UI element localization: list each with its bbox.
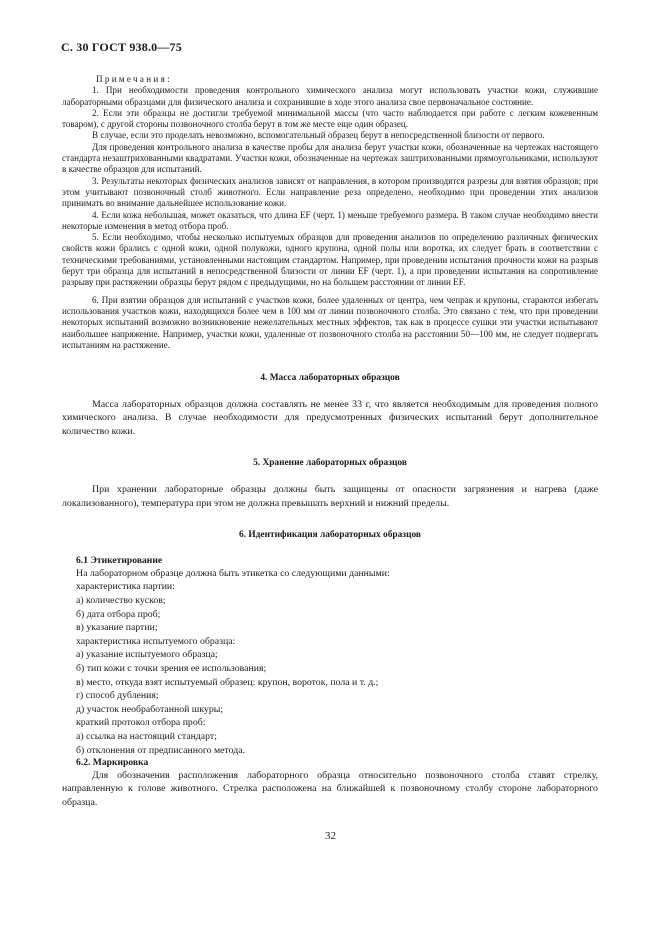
list-item: б) дата отбора проб; <box>76 608 161 620</box>
note-3: 3. Результаты некоторых физических анализов зависят от направления, в котором производятся разрезы для взятия образцов; при этом учитывают позвоночный столб животного. Если направление реза определено, необходимо при проведении этих анализов принимать во внимание дальнейшее использование кожи. <box>62 175 598 209</box>
note-5: 5. Если необходимо, чтобы несколько испытуемых образцов для проведения анализов по определению различных физических свойств кожи брались с одной кожи, одной полукожи, одного крупона, одной полы или воротка, их следует брать в соответствии с техническими требованиями, установленными настоящим стандартом. Например, при проведении испытания прочности кожи на разрыв берут три образца для испытаний в непосредственной близости от линии EF (черт. 1), а при проведении испытания на сопротивление разрыву при растяжении образцы берут рядом с предыдущими, но на большем расстоянии от линии EF. <box>62 232 598 288</box>
page-number: 32 <box>325 830 336 842</box>
notes-title: Примечания: <box>96 74 172 84</box>
list-item: в) место, откуда взят испытуемый образец: крупон, вороток, пола и т. д.; <box>76 676 379 688</box>
document-body <box>62 74 598 809</box>
section-5-body <box>62 483 598 510</box>
section-5-title: 5. Хранение лабораторных образцов <box>253 458 407 469</box>
section-4-text: Масса лабораторных образцов должна составлять не менее 33 г, что является необходимым для проведения полного химического анализа. В случае необходимости для предусмотренных физических испытаний берут дополнительное количество кожи. <box>62 399 598 437</box>
list-item: в) указание партии; <box>76 622 158 634</box>
subsection-6-1-title: 6.1 Этикетирование <box>76 554 163 566</box>
section-4-title: 4. Масса лабораторных образцов <box>260 373 400 384</box>
list-item: характеристика партии: <box>76 581 175 593</box>
list-item: характеристика испытуемого образца: <box>76 635 236 647</box>
note-2: 2. Если эти образцы не достигли требуемой минимальной массы (что часто наблюдается при работе с легким кожевенным товаром), с другой стороны позвоночного столба берут в том же месте еще один образец. <box>62 107 598 130</box>
section-6-title: 6. Идентификация лабораторных образцов <box>239 529 421 540</box>
section-6-2-text: Для обозначения расположения лабораторного образца относительно позвоночного столба ставят стрелку, направленную к голове животного. Стрелка расположена на ближайшей к позвоночному столбу стороне лабораторного образца. <box>62 770 598 808</box>
note-2-control-analysis: Для проведения контрольного анализа в качестве пробы для анализа берут участки кожи, обозначенные на чертежах настоящего стандарта незаштрихованными квадратами. Участки кожи, обозначенные на чертежах заштрихованными прямоугольниками, используют в качестве образцов для испытаний. <box>62 141 598 175</box>
note-2-continued: В случае, если это проделать невозможно, вспомогательный образец берут в непосредственной близости от первого. <box>92 130 545 141</box>
label-data-list <box>62 567 598 757</box>
list-item: а) указание испытуемого образца; <box>76 649 218 661</box>
list-item: б) тип кожи с точки зрения ее использования; <box>76 662 267 674</box>
note-4: 4. Если кожа небольшая, может оказаться, что длина EF (черт. 1) меньше требуемого размера. В таком случае необходимо внести некоторые изменения в метод отбора проб. <box>62 209 598 231</box>
section-4-body <box>62 398 598 438</box>
list-item: д) участок необработанной шкуры; <box>76 703 224 715</box>
list-item: На лабораторном образце должна быть этикетка со следующими данными: <box>76 567 390 579</box>
section-5-text: При хранении лабораторные образцы должны быть защищены от опасности загрязнения и нагрева (даже локализованного), температура при этом не должна превышать верхний и нижний пределы. <box>62 484 598 509</box>
subsection-6-2-title: 6.2. Маркировка <box>76 757 149 769</box>
list-item: б) отклонения от предписанного метода. <box>76 744 246 756</box>
list-item: а) количество кусков; <box>76 594 166 606</box>
note-6: 6. При взятии образцов для испытаний с участков кожи, более удаленных от центра, чем чепрак и крупоны, стараются избегать использования участков кожи, находящихся более чем в 100 мм от линии позвоночного столба. Это связано с тем, что при проведении некоторых испытаний возможно возникновение нежелательных местных эффектов, так как в процессе сушки эти участки испытывают наибольшее напряжение. Например, участки кожи, удаленные от позвоночного столба на расстоянии 50—100 мм, не следует подвергать испытаниям на растяжение. <box>62 294 598 350</box>
list-item: краткий протокол отбора проб: <box>76 717 206 729</box>
notes-block <box>62 74 598 351</box>
note-1: 1. При необходимости проведения контрольного химического анализа могут использовать участки кожи, служившие лабораторными образцами для физического анализа и сохранившие в ходе этого анализа свое первоначальное состояние. <box>62 85 598 107</box>
list-item: а) ссылка на настоящий стандарт; <box>76 730 217 742</box>
section-6-2-body <box>62 769 598 809</box>
list-item: г) способ дубления; <box>76 690 159 702</box>
page-header: С. 30 ГОСТ 938.0—75 <box>61 40 182 54</box>
